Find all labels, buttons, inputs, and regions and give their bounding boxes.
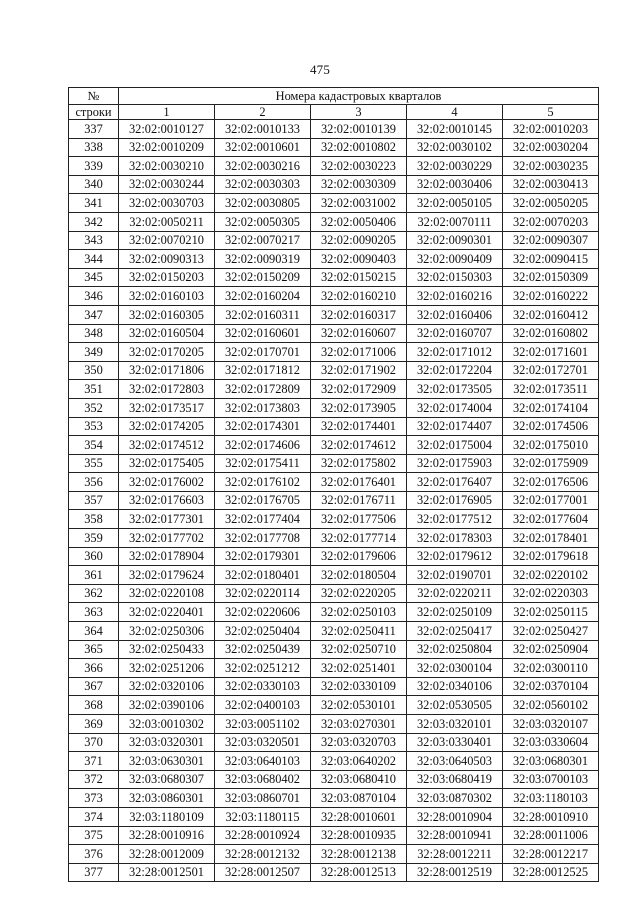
row-number-cell: 337 bbox=[69, 120, 119, 139]
cadastral-number-cell: 32:03:0320107 bbox=[503, 715, 599, 734]
cadastral-number-cell: 32:02:0174506 bbox=[503, 417, 599, 436]
cadastral-number-cell: 32:02:0300104 bbox=[407, 659, 503, 678]
cadastral-number-cell: 32:02:0177714 bbox=[311, 529, 407, 548]
row-number-cell: 348 bbox=[69, 324, 119, 343]
row-number-cell: 355 bbox=[69, 454, 119, 473]
row-number-cell: 351 bbox=[69, 380, 119, 399]
cadastral-number-cell: 32:02:0160204 bbox=[215, 287, 311, 306]
cadastral-number-cell: 32:02:0174401 bbox=[311, 417, 407, 436]
table-row bbox=[69, 529, 599, 548]
group-title: Номера кадастровых кварталов bbox=[119, 88, 599, 105]
cadastral-number-cell: 32:02:0160504 bbox=[119, 324, 215, 343]
row-number-cell: 363 bbox=[69, 603, 119, 622]
cadastral-number-cell: 32:02:0090307 bbox=[503, 231, 599, 250]
column-header-4: 4 bbox=[407, 105, 503, 120]
cadastral-number-cell: 32:02:0030406 bbox=[407, 175, 503, 194]
cadastral-number-cell: 32:03:0330604 bbox=[503, 733, 599, 752]
row-number-cell: 360 bbox=[69, 547, 119, 566]
cadastral-number-cell: 32:02:0174104 bbox=[503, 398, 599, 417]
row-number-cell: 368 bbox=[69, 696, 119, 715]
cadastral-number-cell: 32:02:0250115 bbox=[503, 603, 599, 622]
cadastral-number-cell: 32:02:0250439 bbox=[215, 640, 311, 659]
cadastral-number-cell: 32:02:0090313 bbox=[119, 250, 215, 269]
row-number-cell: 342 bbox=[69, 212, 119, 231]
cadastral-number-cell: 32:02:0300110 bbox=[503, 659, 599, 678]
cadastral-number-cell: 32:03:0320703 bbox=[311, 733, 407, 752]
row-number-cell: 354 bbox=[69, 436, 119, 455]
cadastral-number-cell: 32:02:0030204 bbox=[503, 138, 599, 157]
row-number-cell: 345 bbox=[69, 268, 119, 287]
cadastral-number-cell: 32:02:0176603 bbox=[119, 491, 215, 510]
cadastral-number-cell: 32:02:0176705 bbox=[215, 491, 311, 510]
cadastral-number-cell: 32:02:0175909 bbox=[503, 454, 599, 473]
cadastral-number-cell: 32:03:1180109 bbox=[119, 807, 215, 826]
cadastral-number-cell: 32:02:0090319 bbox=[215, 250, 311, 269]
cadastral-number-cell: 32:02:0175903 bbox=[407, 454, 503, 473]
column-header-1: 1 bbox=[119, 105, 215, 120]
cadastral-number-cell: 32:02:0171806 bbox=[119, 361, 215, 380]
cadastral-number-cell: 32:02:0220606 bbox=[215, 603, 311, 622]
row-number-cell: 356 bbox=[69, 473, 119, 492]
row-number-cell: 352 bbox=[69, 398, 119, 417]
cadastral-number-cell: 32:02:0150203 bbox=[119, 268, 215, 287]
cadastral-number-cell: 32:28:0010904 bbox=[407, 807, 503, 826]
cadastral-number-cell: 32:02:0250306 bbox=[119, 622, 215, 641]
table-row bbox=[69, 622, 599, 641]
cadastral-number-cell: 32:02:0178303 bbox=[407, 529, 503, 548]
cadastral-number-cell: 32:02:0010601 bbox=[215, 138, 311, 157]
cadastral-number-cell: 32:28:0012217 bbox=[503, 845, 599, 864]
cadastral-number-cell: 32:02:0177708 bbox=[215, 529, 311, 548]
cadastral-number-cell: 32:28:0012501 bbox=[119, 863, 215, 882]
cadastral-number-cell: 32:03:0051102 bbox=[215, 715, 311, 734]
cadastral-number-cell: 32:02:0179618 bbox=[503, 547, 599, 566]
row-number-cell: 362 bbox=[69, 584, 119, 603]
column-header-2: 2 bbox=[215, 105, 311, 120]
table-row bbox=[69, 603, 599, 622]
cadastral-number-cell: 32:02:0177301 bbox=[119, 510, 215, 529]
table-row bbox=[69, 696, 599, 715]
cadastral-number-cell: 32:02:0179301 bbox=[215, 547, 311, 566]
cadastral-number-cell: 32:02:0050105 bbox=[407, 194, 503, 213]
row-number-cell: 344 bbox=[69, 250, 119, 269]
cadastral-number-cell: 32:28:0012513 bbox=[311, 863, 407, 882]
cadastral-number-cell: 32:03:0270301 bbox=[311, 715, 407, 734]
cadastral-number-cell: 32:02:0150209 bbox=[215, 268, 311, 287]
cadastral-number-cell: 32:02:0251206 bbox=[119, 659, 215, 678]
table-row bbox=[69, 138, 599, 157]
cadastral-number-cell: 32:02:0175004 bbox=[407, 436, 503, 455]
cadastral-number-cell: 32:03:0320101 bbox=[407, 715, 503, 734]
cadastral-number-cell: 32:02:0176002 bbox=[119, 473, 215, 492]
row-number-cell: 339 bbox=[69, 157, 119, 176]
row-number-cell: 359 bbox=[69, 529, 119, 548]
cadastral-number-cell: 32:02:0250411 bbox=[311, 622, 407, 641]
table-row bbox=[69, 212, 599, 231]
table-row bbox=[69, 343, 599, 362]
cadastral-number-cell: 32:02:0179606 bbox=[311, 547, 407, 566]
cadastral-number-cell: 32:02:0250417 bbox=[407, 622, 503, 641]
cadastral-number-cell: 32:02:0220205 bbox=[311, 584, 407, 603]
row-number-cell: 369 bbox=[69, 715, 119, 734]
row-number-cell: 365 bbox=[69, 640, 119, 659]
table-row bbox=[69, 120, 599, 139]
cadastral-number-cell: 32:03:0640202 bbox=[311, 752, 407, 771]
cadastral-number-cell: 32:02:0010209 bbox=[119, 138, 215, 157]
cadastral-number-cell: 32:02:0050205 bbox=[503, 194, 599, 213]
cadastral-number-cell: 32:02:0174512 bbox=[119, 436, 215, 455]
row-number-cell: 375 bbox=[69, 826, 119, 845]
row-number-cell: 358 bbox=[69, 510, 119, 529]
cadastral-number-cell: 32:02:0179624 bbox=[119, 566, 215, 585]
cadastral-number-cell: 32:02:0172909 bbox=[311, 380, 407, 399]
cadastral-number-cell: 32:02:0030216 bbox=[215, 157, 311, 176]
cadastral-number-cell: 32:02:0250904 bbox=[503, 640, 599, 659]
cadastral-number-cell: 32:02:0030229 bbox=[407, 157, 503, 176]
table-row bbox=[69, 268, 599, 287]
cadastral-number-cell: 32:03:1180103 bbox=[503, 789, 599, 808]
table-row bbox=[69, 640, 599, 659]
cadastral-number-cell: 32:02:0320106 bbox=[119, 677, 215, 696]
table-row bbox=[69, 157, 599, 176]
cadastral-number-cell: 32:02:0220303 bbox=[503, 584, 599, 603]
cadastral-number-cell: 32:02:0030413 bbox=[503, 175, 599, 194]
cadastral-number-cell: 32:02:0220211 bbox=[407, 584, 503, 603]
cadastral-number-cell: 32:02:0174612 bbox=[311, 436, 407, 455]
cadastral-number-cell: 32:02:0177001 bbox=[503, 491, 599, 510]
cadastral-number-cell: 32:02:0090205 bbox=[311, 231, 407, 250]
cadastral-number-cell: 32:02:0176905 bbox=[407, 491, 503, 510]
cadastral-number-cell: 32:03:0680419 bbox=[407, 770, 503, 789]
cadastral-number-cell: 32:02:0176401 bbox=[311, 473, 407, 492]
cadastral-number-cell: 32:02:0010802 bbox=[311, 138, 407, 157]
cadastral-number-cell: 32:02:0090409 bbox=[407, 250, 503, 269]
cadastral-number-cell: 32:02:0175411 bbox=[215, 454, 311, 473]
cadastral-number-cell: 32:02:0070217 bbox=[215, 231, 311, 250]
cadastral-number-cell: 32:02:0171006 bbox=[311, 343, 407, 362]
cadastral-number-cell: 32:02:0370104 bbox=[503, 677, 599, 696]
cadastral-quarters-table bbox=[68, 87, 599, 882]
row-number-cell: 350 bbox=[69, 361, 119, 380]
cadastral-number-cell: 32:02:0173505 bbox=[407, 380, 503, 399]
cadastral-number-cell: 32:02:0180504 bbox=[311, 566, 407, 585]
cadastral-number-cell: 32:02:0010203 bbox=[503, 120, 599, 139]
cadastral-number-cell: 32:02:0220401 bbox=[119, 603, 215, 622]
cadastral-number-cell: 32:03:0870302 bbox=[407, 789, 503, 808]
cadastral-number-cell: 32:02:0177702 bbox=[119, 529, 215, 548]
cadastral-number-cell: 32:03:0680410 bbox=[311, 770, 407, 789]
cadastral-number-cell: 32:02:0176102 bbox=[215, 473, 311, 492]
cadastral-number-cell: 32:02:0160317 bbox=[311, 305, 407, 324]
table-row bbox=[69, 380, 599, 399]
cadastral-number-cell: 32:28:0010941 bbox=[407, 826, 503, 845]
table-row bbox=[69, 733, 599, 752]
cadastral-number-cell: 32:02:0031002 bbox=[311, 194, 407, 213]
cadastral-number-cell: 32:02:0530101 bbox=[311, 696, 407, 715]
table-row bbox=[69, 194, 599, 213]
cadastral-number-cell: 32:02:0030102 bbox=[407, 138, 503, 157]
table-row bbox=[69, 566, 599, 585]
cadastral-number-cell: 32:02:0050305 bbox=[215, 212, 311, 231]
table-row bbox=[69, 584, 599, 603]
cadastral-number-cell: 32:02:0175010 bbox=[503, 436, 599, 455]
cadastral-number-cell: 32:02:0010133 bbox=[215, 120, 311, 139]
cadastral-number-cell: 32:02:0177512 bbox=[407, 510, 503, 529]
cadastral-number-cell: 32:02:0160222 bbox=[503, 287, 599, 306]
cadastral-number-cell: 32:28:0012132 bbox=[215, 845, 311, 864]
cadastral-number-cell: 32:02:0190701 bbox=[407, 566, 503, 585]
cadastral-number-cell: 32:02:0250427 bbox=[503, 622, 599, 641]
cadastral-number-cell: 32:02:0178401 bbox=[503, 529, 599, 548]
cadastral-number-cell: 32:02:0150303 bbox=[407, 268, 503, 287]
cadastral-number-cell: 32:02:0177506 bbox=[311, 510, 407, 529]
cadastral-number-cell: 32:02:0030235 bbox=[503, 157, 599, 176]
cadastral-number-cell: 32:02:0220108 bbox=[119, 584, 215, 603]
cadastral-number-cell: 32:02:0010139 bbox=[311, 120, 407, 139]
cadastral-number-cell: 32:02:0174407 bbox=[407, 417, 503, 436]
cadastral-number-cell: 32:03:0860301 bbox=[119, 789, 215, 808]
cadastral-number-cell: 32:02:0171012 bbox=[407, 343, 503, 362]
row-number-cell: 338 bbox=[69, 138, 119, 157]
cadastral-number-cell: 32:02:0160412 bbox=[503, 305, 599, 324]
table-row bbox=[69, 547, 599, 566]
cadastral-number-cell: 32:02:0030210 bbox=[119, 157, 215, 176]
cadastral-number-cell: 32:02:0330103 bbox=[215, 677, 311, 696]
table-row bbox=[69, 845, 599, 864]
cadastral-number-cell: 32:02:0250109 bbox=[407, 603, 503, 622]
cadastral-number-cell: 32:02:0176711 bbox=[311, 491, 407, 510]
cadastral-number-cell: 32:02:0160406 bbox=[407, 305, 503, 324]
table-row bbox=[69, 454, 599, 473]
cadastral-number-cell: 32:03:0680307 bbox=[119, 770, 215, 789]
row-number-cell: 361 bbox=[69, 566, 119, 585]
cadastral-number-cell: 32:03:0870104 bbox=[311, 789, 407, 808]
row-number-cell: 377 bbox=[69, 863, 119, 882]
cadastral-number-cell: 32:28:0011006 bbox=[503, 826, 599, 845]
table-row bbox=[69, 250, 599, 269]
cadastral-number-cell: 32:02:0250404 bbox=[215, 622, 311, 641]
cadastral-number-cell: 32:28:0010935 bbox=[311, 826, 407, 845]
cadastral-number-cell: 32:02:0174004 bbox=[407, 398, 503, 417]
cadastral-number-cell: 32:02:0171812 bbox=[215, 361, 311, 380]
cadastral-number-cell: 32:02:0176506 bbox=[503, 473, 599, 492]
cadastral-number-cell: 32:02:0160216 bbox=[407, 287, 503, 306]
cadastral-number-cell: 32:02:0251401 bbox=[311, 659, 407, 678]
cadastral-number-cell: 32:02:0172803 bbox=[119, 380, 215, 399]
table-row bbox=[69, 510, 599, 529]
table-row bbox=[69, 175, 599, 194]
cadastral-number-cell: 32:02:0174606 bbox=[215, 436, 311, 455]
cadastral-number-cell: 32:28:0012009 bbox=[119, 845, 215, 864]
row-number-cell: 347 bbox=[69, 305, 119, 324]
cadastral-number-cell: 32:02:0220102 bbox=[503, 566, 599, 585]
cadastral-number-cell: 32:03:0640103 bbox=[215, 752, 311, 771]
cadastral-number-cell: 32:02:0178904 bbox=[119, 547, 215, 566]
cadastral-number-cell: 32:02:0176407 bbox=[407, 473, 503, 492]
cadastral-number-cell: 32:02:0177404 bbox=[215, 510, 311, 529]
cadastral-number-cell: 32:02:0050406 bbox=[311, 212, 407, 231]
cadastral-number-cell: 32:02:0400103 bbox=[215, 696, 311, 715]
row-number-cell: 364 bbox=[69, 622, 119, 641]
cadastral-number-cell: 32:02:0175405 bbox=[119, 454, 215, 473]
cadastral-number-cell: 32:03:0860701 bbox=[215, 789, 311, 808]
cadastral-number-cell: 32:02:0171601 bbox=[503, 343, 599, 362]
cadastral-number-cell: 32:28:0012507 bbox=[215, 863, 311, 882]
table-row bbox=[69, 231, 599, 250]
cadastral-number-cell: 32:03:0640503 bbox=[407, 752, 503, 771]
cadastral-number-cell: 32:02:0251212 bbox=[215, 659, 311, 678]
cadastral-number-cell: 32:02:0160311 bbox=[215, 305, 311, 324]
cadastral-number-cell: 32:03:0320301 bbox=[119, 733, 215, 752]
row-number-cell: 366 bbox=[69, 659, 119, 678]
column-header-3: 3 bbox=[311, 105, 407, 120]
table-row bbox=[69, 324, 599, 343]
cadastral-number-cell: 32:02:0090301 bbox=[407, 231, 503, 250]
table-row bbox=[69, 789, 599, 808]
cadastral-number-cell: 32:02:0172809 bbox=[215, 380, 311, 399]
cadastral-number-cell: 32:02:0250103 bbox=[311, 603, 407, 622]
cadastral-number-cell: 32:02:0340106 bbox=[407, 677, 503, 696]
cadastral-number-cell: 32:02:0150215 bbox=[311, 268, 407, 287]
cadastral-number-cell: 32:02:0030805 bbox=[215, 194, 311, 213]
cadastral-number-cell: 32:02:0220114 bbox=[215, 584, 311, 603]
cadastral-number-cell: 32:02:0250433 bbox=[119, 640, 215, 659]
table-row bbox=[69, 436, 599, 455]
cadastral-number-cell: 32:03:0010302 bbox=[119, 715, 215, 734]
cadastral-number-cell: 32:28:0012519 bbox=[407, 863, 503, 882]
cadastral-number-cell: 32:02:0160707 bbox=[407, 324, 503, 343]
row-number-cell: 373 bbox=[69, 789, 119, 808]
table-row bbox=[69, 417, 599, 436]
cadastral-number-cell: 32:28:0012211 bbox=[407, 845, 503, 864]
cadastral-number-cell: 32:02:0070203 bbox=[503, 212, 599, 231]
table-body bbox=[69, 120, 599, 882]
cadastral-number-cell: 32:02:0530505 bbox=[407, 696, 503, 715]
table-row bbox=[69, 826, 599, 845]
table-row bbox=[69, 287, 599, 306]
cadastral-number-cell: 32:02:0010127 bbox=[119, 120, 215, 139]
cadastral-number-cell: 32:02:0090415 bbox=[503, 250, 599, 269]
cadastral-number-cell: 32:03:0630301 bbox=[119, 752, 215, 771]
cadastral-number-cell: 32:03:0680301 bbox=[503, 752, 599, 771]
row-number-cell: 376 bbox=[69, 845, 119, 864]
cadastral-number-cell: 32:02:0160103 bbox=[119, 287, 215, 306]
table-row bbox=[69, 473, 599, 492]
cadastral-number-cell: 32:02:0250804 bbox=[407, 640, 503, 659]
row-number-header: № bbox=[69, 88, 119, 105]
page-number: 475 bbox=[309, 62, 331, 77]
cadastral-number-cell: 32:03:0680402 bbox=[215, 770, 311, 789]
table-row bbox=[69, 677, 599, 696]
table-row bbox=[69, 715, 599, 734]
cadastral-number-cell: 32:02:0010145 bbox=[407, 120, 503, 139]
table-row bbox=[69, 770, 599, 789]
cadastral-number-cell: 32:02:0170205 bbox=[119, 343, 215, 362]
table-row bbox=[69, 491, 599, 510]
cadastral-number-cell: 32:02:0070111 bbox=[407, 212, 503, 231]
cadastral-number-cell: 32:03:1180115 bbox=[215, 807, 311, 826]
cadastral-number-cell: 32:02:0174301 bbox=[215, 417, 311, 436]
table-row bbox=[69, 361, 599, 380]
table-row bbox=[69, 863, 599, 882]
cadastral-number-cell: 32:02:0172204 bbox=[407, 361, 503, 380]
cadastral-number-cell: 32:02:0070210 bbox=[119, 231, 215, 250]
cadastral-number-cell: 32:02:0030223 bbox=[311, 157, 407, 176]
cadastral-number-cell: 32:02:0160607 bbox=[311, 324, 407, 343]
cadastral-number-cell: 32:02:0030703 bbox=[119, 194, 215, 213]
cadastral-number-cell: 32:02:0030303 bbox=[215, 175, 311, 194]
table-row bbox=[69, 398, 599, 417]
row-number-cell: 353 bbox=[69, 417, 119, 436]
row-number-cell: 374 bbox=[69, 807, 119, 826]
table-row bbox=[69, 807, 599, 826]
cadastral-number-cell: 32:02:0050211 bbox=[119, 212, 215, 231]
cadastral-number-cell: 32:02:0174205 bbox=[119, 417, 215, 436]
cadastral-number-cell: 32:28:0010601 bbox=[311, 807, 407, 826]
row-number-cell: 346 bbox=[69, 287, 119, 306]
cadastral-number-cell: 32:02:0173905 bbox=[311, 398, 407, 417]
cadastral-number-cell: 32:28:0010916 bbox=[119, 826, 215, 845]
row-number-cell: 371 bbox=[69, 752, 119, 771]
cadastral-number-cell: 32:02:0330109 bbox=[311, 677, 407, 696]
cadastral-number-cell: 32:02:0090403 bbox=[311, 250, 407, 269]
row-number-cell: 357 bbox=[69, 491, 119, 510]
cadastral-number-cell: 32:02:0250710 bbox=[311, 640, 407, 659]
column-header-5: 5 bbox=[503, 105, 599, 120]
cadastral-number-cell: 32:02:0150309 bbox=[503, 268, 599, 287]
cadastral-number-cell: 32:02:0160210 bbox=[311, 287, 407, 306]
cadastral-number-cell: 32:02:0173803 bbox=[215, 398, 311, 417]
cadastral-number-cell: 32:28:0010910 bbox=[503, 807, 599, 826]
cadastral-number-cell: 32:28:0012525 bbox=[503, 863, 599, 882]
cadastral-number-cell: 32:02:0180401 bbox=[215, 566, 311, 585]
row-number-header-label: строки bbox=[69, 105, 119, 120]
table-row bbox=[69, 305, 599, 324]
row-number-cell: 343 bbox=[69, 231, 119, 250]
row-number-cell: 372 bbox=[69, 770, 119, 789]
cadastral-number-cell: 32:02:0173511 bbox=[503, 380, 599, 399]
cadastral-number-cell: 32:03:0700103 bbox=[503, 770, 599, 789]
cadastral-number-cell: 32:02:0160601 bbox=[215, 324, 311, 343]
cadastral-number-cell: 32:03:0320501 bbox=[215, 733, 311, 752]
cadastral-number-cell: 32:02:0172701 bbox=[503, 361, 599, 380]
cadastral-number-cell: 32:02:0030244 bbox=[119, 175, 215, 194]
row-number-cell: 367 bbox=[69, 677, 119, 696]
cadastral-number-cell: 32:03:0330401 bbox=[407, 733, 503, 752]
row-number-cell: 341 bbox=[69, 194, 119, 213]
cadastral-number-cell: 32:02:0390106 bbox=[119, 696, 215, 715]
cadastral-number-cell: 32:28:0010924 bbox=[215, 826, 311, 845]
cadastral-number-cell: 32:02:0160305 bbox=[119, 305, 215, 324]
cadastral-number-cell: 32:28:0012138 bbox=[311, 845, 407, 864]
table-row bbox=[69, 659, 599, 678]
cadastral-number-cell: 32:02:0160802 bbox=[503, 324, 599, 343]
row-number-cell: 370 bbox=[69, 733, 119, 752]
row-number-cell: 340 bbox=[69, 175, 119, 194]
cadastral-number-cell: 32:02:0560102 bbox=[503, 696, 599, 715]
cadastral-number-cell: 32:02:0030309 bbox=[311, 175, 407, 194]
cadastral-number-cell: 32:02:0173517 bbox=[119, 398, 215, 417]
table-row bbox=[69, 752, 599, 771]
cadastral-number-cell: 32:02:0177604 bbox=[503, 510, 599, 529]
row-number-cell: 349 bbox=[69, 343, 119, 362]
cadastral-number-cell: 32:02:0171902 bbox=[311, 361, 407, 380]
cadastral-number-cell: 32:02:0170701 bbox=[215, 343, 311, 362]
cadastral-number-cell: 32:02:0179612 bbox=[407, 547, 503, 566]
cadastral-number-cell: 32:02:0175802 bbox=[311, 454, 407, 473]
